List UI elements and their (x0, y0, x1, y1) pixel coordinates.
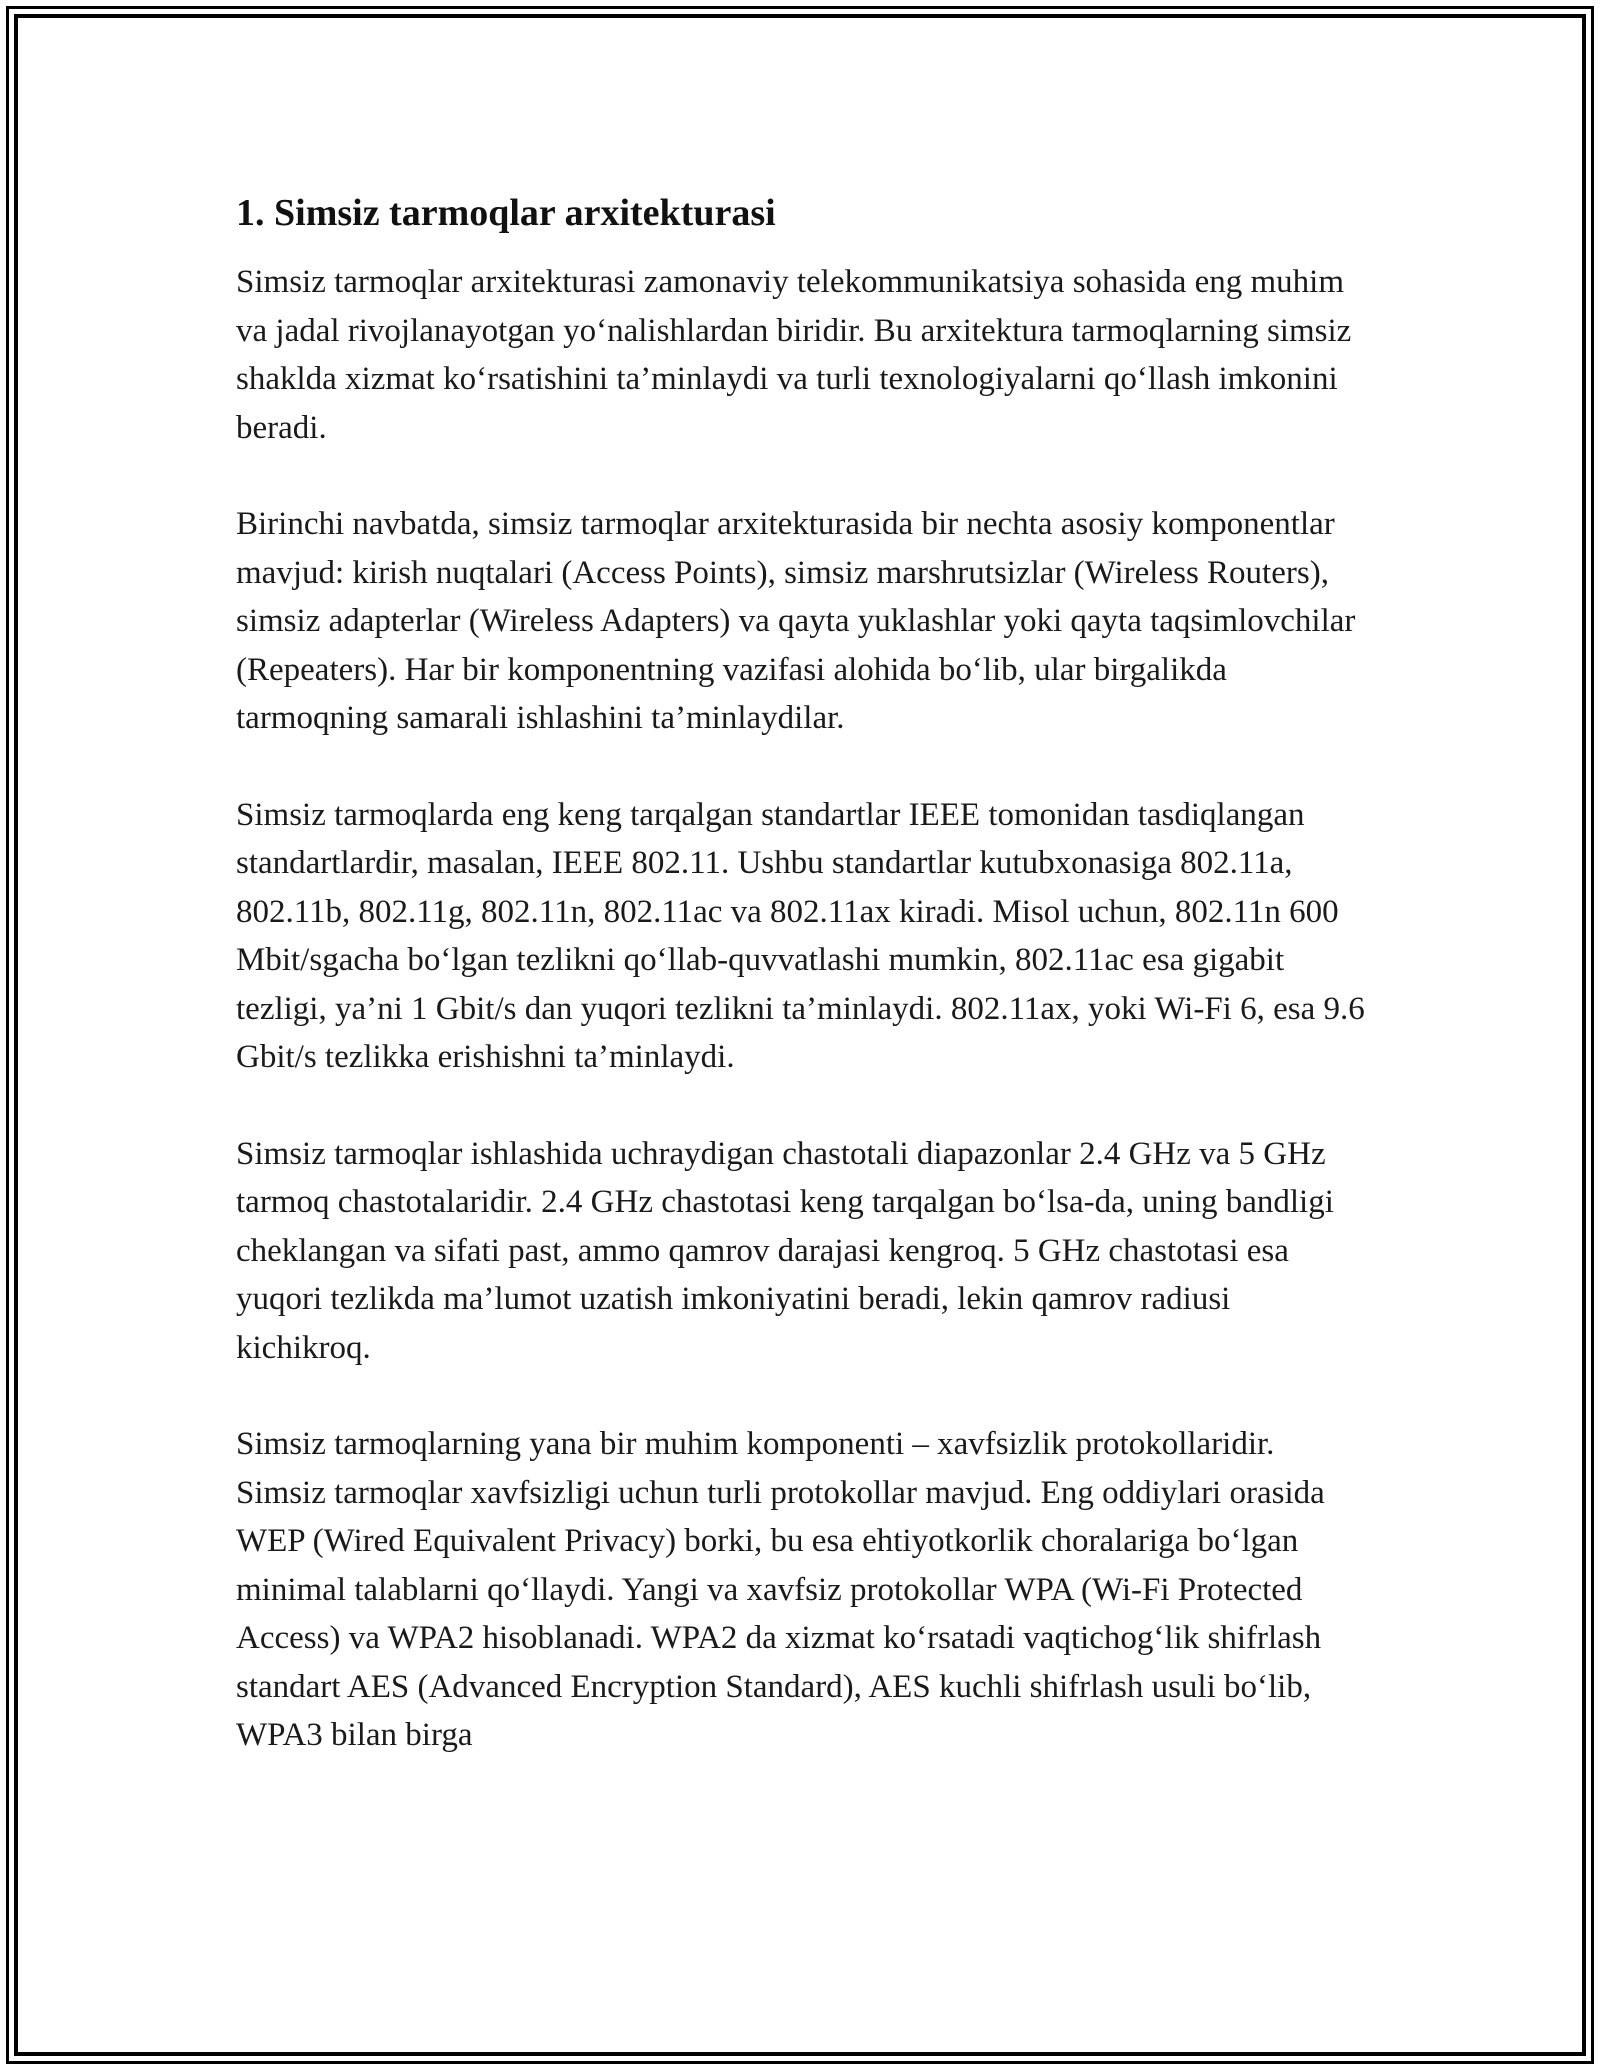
paragraph-frequencies: Simsiz tarmoqlar ishlashida uchraydigan chastotali diapazonlar 2.4 GHz va 5 GHz tarmoq chastotalaridir. 2.4 GHz chastotasi keng tarqalgan bo‘lsa-da, uning bandligi cheklangan va sifati past, ammo qamrov darajasi kengroq. 5 GHz chastotasi esa yuqori tezlikda ma’lumot uzatish imkoniyatini beradi, lekin qamrov radiusi kichikroq. (236, 1135, 1334, 1366)
paragraph-standards: Simsiz tarmoqlarda eng keng tarqalgan standartlar IEEE tomonidan tasdiqlangan standartlardir, masalan, IEEE 802.11. Ushbu standartlar kutubxonasiga 802.11a, 802.11b, 802.11g, 802.11n, 802.11ac va 802.11ax kiradi. Misol uchun, 802.11n 600 Mbit/sgacha bo‘lgan tezlikni qo‘llab-quvvatlashi mumkin, 802.11ac esa gigabit tezligi, ya’ni 1 Gbit/s dan yuqori tezlikni ta’minlaydi. 802.11ax, yoki Wi-Fi 6, esa 9.6 Gbit/s tezlikka erishishni ta’minlaydi. (236, 796, 1365, 1075)
paragraph-components: Birinchi navbatda, simsiz tarmoqlar arxitekturasida bir nechta asosiy komponentlar mavjud: kirish nuqtalari (Access Points), simsiz marshrutsizlar (Wireless Routers), simsiz adapterlar (Wireless Adapters) va qayta yuklashlar yoki qayta taqsimlovchilar (Repeaters). Har bir komponentning vazifasi alohida bo‘lib, ular birgalikda tarmoqning samarali ishlashini ta’minlaydilar. (236, 506, 1356, 736)
document-body (236, 190, 1366, 1808)
paragraph-intro: Simsiz tarmoqlar arxitekturasi zamonaviy telekommunikatsiya sohasida eng muhim va jadal rivojlanayotgan yo‘nalishlardan biridir. Bu arxitektura tarmoqlarning simsiz shaklda xizmat ko‘rsatishini ta’minlaydi va turli texnologiyalarni qo‘llash imkonini beradi. (236, 264, 1352, 446)
paragraph-security: Simsiz tarmoqlarning yana bir muhim komponenti – xavfsizlik protokollaridir. Simsiz tarmoqlar xavfsizligi uchun turli protokollar mavjud. Eng oddiylari orasida WEP (Wired Equivalent Privacy) borki, bu esa ehtiyotkorlik choralariga bo‘lgan minimal talablarni qo‘llaydi. Yangi va xavfsiz protokollar WPA (Wi-Fi Protected Access) va WPA2 hisoblanadi. WPA2 da xizmat ko‘rsatadi vaqtichog‘lik shifrlash standart AES (Advanced Encryption Standard), AES kuchli shifrlash usuli bo‘lib, WPA3 bilan birga (236, 1426, 1325, 1753)
section-heading: 1. Simsiz tarmoqlar arxitekturasi (236, 192, 776, 234)
